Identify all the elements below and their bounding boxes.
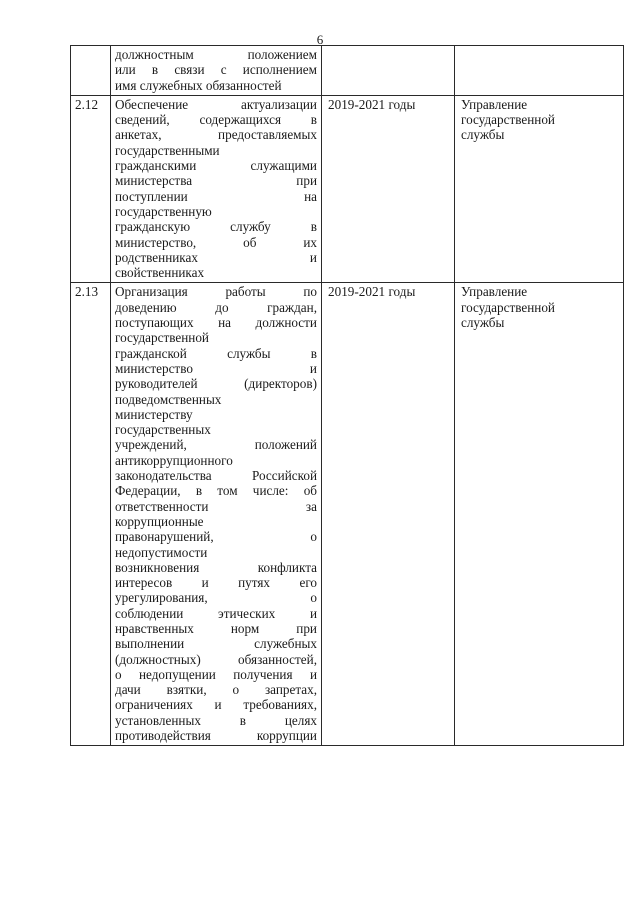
event-text-line: ответственности за — [115, 498, 317, 514]
event-text-line: должностным положением — [115, 47, 317, 62]
event-text-line: возникновения конфликта — [115, 559, 317, 575]
event-description-cell — [111, 283, 322, 746]
event-description-cell — [111, 46, 322, 96]
event-text-line: доведению до граждан, — [115, 299, 317, 315]
event-text-line: имя служебных обязанностей — [115, 77, 282, 93]
event-text-line: сведений, содержащихся в — [115, 112, 317, 128]
event-text-line: противодействия коррупции — [115, 728, 317, 744]
event-text-line: законодательства Российской — [115, 468, 317, 484]
event-text-line: гражданскими служащими — [115, 158, 317, 174]
item-number-cell: 2.13 — [71, 283, 111, 746]
event-text-line: поступающих на должности — [115, 315, 317, 331]
event-text-line: государственной — [115, 330, 209, 346]
event-text-line: установленных в целях — [115, 712, 317, 728]
event-text-line: руководителей (директоров) — [115, 376, 317, 392]
event-text-line: государственных — [115, 422, 211, 438]
table-row — [71, 283, 624, 746]
event-text-line: (должностных) обязанностей, — [115, 651, 317, 667]
event-text-line: гражданской службы в — [115, 345, 317, 361]
event-text-line: недопустимости — [115, 544, 208, 560]
deadline-cell: 2019-2021 годы — [322, 95, 455, 283]
event-text-line: правонарушений, о — [115, 529, 317, 545]
measures-table-body — [71, 46, 624, 746]
page-number: 6 — [316, 32, 324, 47]
event-text-line: родственниках и — [115, 249, 317, 265]
event-text-line: выполнении служебных — [115, 636, 317, 652]
event-text-line: соблюдении этических и — [115, 605, 317, 621]
deadline-cell — [322, 46, 455, 96]
responsible-cell — [455, 95, 624, 283]
event-text-line: Федерации, в том числе: об — [115, 483, 317, 499]
event-text-line: коррупционные — [115, 513, 204, 529]
item-number-cell — [71, 46, 111, 96]
event-text-line: урегулирования, о — [115, 590, 317, 606]
event-text-line: или в связи с исполнением — [115, 62, 317, 78]
event-text-line: Организация работы по — [115, 284, 317, 300]
event-text-line: интересов и путях его — [115, 575, 317, 591]
responsible-text-line: Управление — [461, 96, 528, 112]
event-text-line: учреждений, положений — [115, 437, 317, 453]
responsible-cell — [455, 283, 624, 746]
event-text-line: Обеспечение актуализации — [115, 96, 317, 112]
event-text-line: министерство, об их — [115, 234, 317, 250]
event-text-line: государственную — [115, 203, 212, 219]
event-text-line: министерству — [115, 406, 193, 422]
event-description-cell — [111, 95, 322, 283]
event-text-line: свойственниках — [115, 265, 205, 281]
event-text-line: министерство и — [115, 360, 317, 376]
event-text-line: нравственных норм при — [115, 620, 317, 636]
event-text-line: министерства при — [115, 173, 317, 189]
event-text-line: ограничениях и требованиях, — [115, 697, 317, 713]
responsible-text-line: государственной — [461, 299, 555, 315]
deadline-cell: 2019-2021 годы — [322, 283, 455, 746]
event-text-line: гражданскую службу в — [115, 219, 317, 235]
event-text-line: о недопущении получения и — [115, 666, 317, 682]
responsible-cell — [455, 46, 624, 96]
responsible-text-line: государственной — [461, 112, 555, 128]
event-text-line: дачи взятки, о запретах, — [115, 682, 317, 698]
event-text-line: подведомственных — [115, 391, 222, 407]
event-text-line: поступлении на — [115, 188, 317, 204]
responsible-text-line: службы — [461, 315, 505, 331]
item-number-cell: 2.12 — [71, 95, 111, 283]
measures-table — [70, 45, 624, 746]
table-row — [71, 95, 624, 283]
event-text-line: анкетах, предоставляемых — [115, 127, 317, 143]
responsible-text-line: Управление — [461, 284, 528, 300]
event-text-line: антикоррупционного — [115, 452, 233, 468]
responsible-text-line: службы — [461, 127, 505, 143]
table-row — [71, 46, 624, 96]
event-text-line: государственными — [115, 142, 220, 158]
